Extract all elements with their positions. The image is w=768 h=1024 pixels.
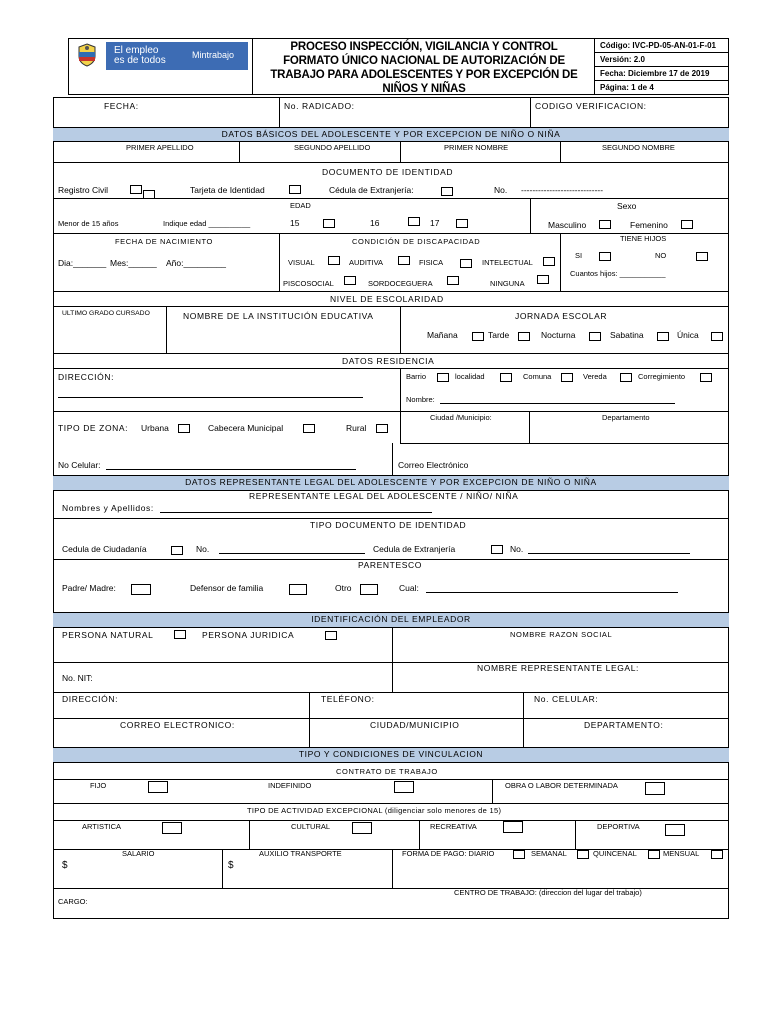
vereda-checkbox[interactable] — [620, 373, 632, 382]
jornada-label: JORNADA ESCOLAR — [515, 311, 608, 321]
cc-label: Cedula de Ciudadanía — [62, 544, 147, 554]
correo-label: Correo Electrónico — [398, 460, 469, 470]
femenino-checkbox[interactable] — [681, 220, 693, 229]
mes-field[interactable]: Mes:______ — [110, 258, 157, 268]
nit-label: No. NIT: — [62, 673, 93, 683]
padre-label: Padre/ Madre: — [62, 583, 116, 593]
ciudad-label: Ciudad /Municipio: — [430, 413, 492, 422]
cc-checkbox[interactable] — [171, 546, 183, 555]
cedula-ext-checkbox[interactable] — [441, 187, 453, 196]
cual-line[interactable] — [426, 592, 678, 593]
persona-juridica-checkbox[interactable] — [325, 631, 337, 640]
otro-checkbox[interactable] — [360, 584, 378, 595]
salario-dollar: $ — [62, 860, 68, 871]
artistica-label: ARTISTICA — [82, 822, 122, 831]
deportiva-checkbox[interactable] — [665, 824, 685, 836]
segundo-nombre-label: SEGUNDO NOMBRE — [602, 143, 675, 152]
codigo: Código: IVC-PD-05-AN-01-F-01 — [600, 41, 717, 50]
registro-civil-label: Registro Civil — [58, 185, 109, 195]
codigo-verificacion-label: CODIGO VERIFICACION: — [535, 101, 647, 111]
nombre-label: Nombre: — [406, 395, 435, 404]
centro-trabajo-label: CENTRO DE TRABAJO: (direccion del lugar del trabajo) — [454, 888, 642, 897]
cuantos-hijos-field[interactable]: Cuantos hijos: ___________ — [570, 269, 666, 278]
hijos-si-checkbox[interactable] — [599, 252, 611, 261]
unica-checkbox[interactable] — [711, 332, 723, 341]
edad-17-checkbox[interactable] — [456, 219, 468, 228]
parentesco-label: PARENTESCO — [358, 560, 422, 570]
emp-celular-label: No. CELULAR: — [534, 694, 599, 704]
nocturna-checkbox[interactable] — [589, 332, 601, 341]
header-divider — [252, 38, 253, 95]
deportiva-label: DEPORTIVA — [597, 822, 640, 831]
ce-label: Cedula de Extranjería — [373, 544, 456, 554]
fijo-label: FIJO — [90, 781, 107, 790]
edad-15-checkbox[interactable] — [323, 219, 335, 228]
rep-subtitle: REPRESENTANTE LEGAL DEL ADOLESCENTE / NIÑO/ NIÑA — [249, 491, 519, 501]
localidad-checkbox[interactable] — [500, 373, 512, 382]
corregimiento-label: Corregimiento — [638, 372, 686, 381]
version: Versión: 2.0 — [600, 55, 645, 64]
tipo-doc-label: TIPO DOCUMENTO DE IDENTIDAD — [310, 520, 467, 530]
ce-checkbox[interactable] — [491, 545, 503, 554]
manana-checkbox[interactable] — [472, 332, 484, 341]
cedula-ext-label: Cédula de Extranjería: — [329, 185, 414, 195]
edad-16-label: 16 — [370, 218, 380, 228]
fecha-label: FECHA: — [104, 101, 139, 111]
comuna-checkbox[interactable] — [561, 373, 573, 382]
sabatina-checkbox[interactable] — [657, 332, 669, 341]
registro-civil-checkbox[interactable] — [130, 185, 142, 194]
razon-social-label: NOMBRE RAZON SOCIAL — [510, 630, 613, 639]
cultural-label: CULTURAL — [291, 822, 331, 831]
emp-direccion-label: DIRECCIÓN: — [62, 694, 119, 704]
emp-ciudad-label: CIUDAD/MUNICIPIO — [370, 720, 460, 730]
mensual-checkbox[interactable] — [711, 850, 723, 859]
ce-no-label: No. — [510, 544, 524, 554]
fisica-checkbox[interactable] — [460, 259, 472, 268]
tarjeta-checkbox[interactable] — [289, 185, 301, 194]
form-frame — [53, 97, 729, 919]
edad-17-label: 17 — [430, 218, 440, 228]
cabecera-checkbox[interactable] — [303, 424, 315, 433]
defensor-checkbox[interactable] — [289, 584, 307, 595]
visual-label: VISUAL — [288, 258, 315, 267]
ultimo-grado-label: ULTIMO GRADO CURSADO — [62, 310, 150, 317]
logo — [74, 42, 250, 70]
cultural-checkbox[interactable] — [352, 822, 372, 834]
primer-nombre-label: PRIMER NOMBRE — [444, 143, 509, 152]
sabatina-label: Sabatina — [610, 330, 644, 340]
telefono-label: TELÉFONO: — [321, 694, 375, 704]
forma-pago-label: FORMA DE PAGO: DIARIO — [402, 849, 495, 858]
ce-no-line[interactable] — [528, 553, 690, 554]
masculino-label: Masculino — [548, 220, 587, 230]
logo-brand: Mintrabajo — [192, 50, 235, 60]
psicosocial-checkbox[interactable] — [344, 276, 356, 285]
auxilio-label: AUXILIO TRANSPORTE — [259, 849, 342, 858]
cargo-label: CARGO: — [58, 897, 88, 906]
auditiva-label: AUDITIVA — [349, 258, 384, 267]
nombre-line[interactable] — [440, 403, 675, 404]
ninguna-label: NINGUNA — [490, 279, 525, 288]
documento-title: DOCUMENTO DE IDENTIDAD — [322, 167, 454, 177]
recreativa-checkbox[interactable] — [503, 821, 523, 833]
persona-natural-label: PERSONA NATURAL — [62, 630, 154, 640]
fijo-checkbox[interactable] — [148, 781, 168, 793]
sordoceguera-checkbox[interactable] — [447, 276, 459, 285]
tarde-checkbox[interactable] — [518, 332, 530, 341]
tarde-label: Tarde — [488, 330, 510, 340]
ninguna-checkbox[interactable] — [537, 275, 549, 284]
indefinido-checkbox[interactable] — [394, 781, 414, 793]
cc-no-line[interactable] — [219, 553, 365, 554]
femenino-label: Femenino — [630, 220, 668, 230]
auditiva-checkbox[interactable] — [398, 256, 410, 265]
logo-text-2: es de todos — [114, 55, 166, 66]
barrio-label: Barrio — [406, 372, 427, 381]
discapacidad-label: CONDICIÓN DE DISCAPACIDAD — [352, 237, 481, 246]
doc-no-field[interactable]: ----------------------------- — [521, 185, 604, 195]
section-residencia: DATOS RESIDENCIA — [342, 356, 435, 366]
radicado-label: No. RADICADO: — [284, 101, 355, 111]
edad-16-checkbox[interactable] — [408, 217, 420, 226]
pagina: Página: 1 de 4 — [600, 83, 654, 92]
menor-15-label: Menor de 15 años — [58, 219, 119, 228]
tarjeta-label: Tarjeta de Identidad — [190, 185, 265, 195]
emp-correo-label: CORREO ELECTRONICO: — [120, 720, 235, 730]
edad-15-label: 15 — [290, 218, 300, 228]
nivel-escolaridad-label: NIVEL DE ESCOLARIDAD — [330, 294, 444, 304]
obra-label: OBRA O LABOR DETERMINADA — [505, 781, 618, 790]
otro-label: Otro — [335, 583, 352, 593]
padre-checkbox[interactable] — [131, 584, 151, 595]
urbana-label: Urbana — [141, 423, 169, 433]
fecha-doc: Fecha: Diciembre 17 de 2019 — [600, 69, 710, 78]
quincenal-checkbox[interactable] — [648, 850, 660, 859]
hijos-no-label: NO — [655, 251, 667, 260]
rural-label: Rural — [346, 423, 367, 433]
obra-checkbox[interactable] — [645, 782, 665, 795]
section-empleador: IDENTIFICACIÓN DEL EMPLEADOR — [53, 612, 729, 628]
comuna-label: Comuna — [523, 372, 552, 381]
rural-checkbox[interactable] — [376, 424, 388, 433]
artistica-checkbox[interactable] — [162, 822, 182, 834]
mensual-label: MENSUAL — [663, 849, 700, 858]
persona-juridica-label: PERSONA JURIDICA — [202, 630, 295, 640]
actividad-label: TIPO DE ACTIVIDAD EXCEPCIONAL (diligenciar solo menores de 15) — [247, 806, 502, 815]
form-title: PROCESO INSPECCIÓN, VIGILANCIA Y CONTROL FORMATO ÚNICO NACIONAL DE AUTORIZACIÓN DE TRABAJO PARA ADOLESCENTES Y POR EXCEPCIÓN DE NIÑOS Y NIÑAS — [270, 41, 578, 95]
defensor-label: Defensor de familia — [190, 583, 264, 593]
sordoceguera-label: SORDOCEGUERA — [368, 279, 433, 288]
cual-label: Cual: — [399, 583, 419, 593]
cabecera-label: Cabecera Municipal — [208, 423, 284, 433]
coat-of-arms-icon — [74, 42, 100, 68]
semanal-checkbox[interactable] — [577, 850, 589, 859]
psicosocial-label: PISCOSOCIAL — [283, 279, 334, 288]
celular-label: No Celular: — [58, 460, 101, 470]
primer-apellido-label: PRIMER APELLIDO — [126, 143, 194, 152]
intelectual-label: INTELECTUAL — [482, 258, 533, 267]
persona-natural-checkbox[interactable] — [174, 630, 186, 639]
semanal-label: SEMANAL — [531, 849, 567, 858]
diario-checkbox[interactable] — [513, 850, 525, 859]
intelectual-checkbox[interactable] — [543, 257, 555, 266]
salario-label: SALARIO — [122, 849, 155, 858]
edad-label: EDAD — [290, 201, 311, 210]
nombres-line[interactable] — [160, 512, 432, 513]
doc-no-label: No. — [494, 185, 508, 195]
section-datos-basicos: DATOS BÁSICOS DEL ADOLESCENTE Y POR EXCEPCION DE NIÑO O NIÑA — [53, 127, 729, 142]
direccion-label: DIRECCIÓN: — [58, 372, 115, 382]
tiene-hijos-label: TIENE HIJOS — [620, 234, 667, 243]
section-representante: DATOS REPRESENTANTE LEGAL DEL ADOLESCENTE Y POR EXCEPCION DE NIÑO O NIÑA — [53, 475, 729, 491]
departamento-label: Departamento — [602, 413, 650, 422]
hijos-no-checkbox[interactable] — [696, 252, 708, 261]
localidad-label: localidad — [455, 372, 485, 381]
anio-field[interactable]: Año:_________ — [166, 258, 227, 268]
vereda-label: Vereda — [583, 372, 607, 381]
nocturna-label: Nocturna — [541, 330, 576, 340]
contrato-label: CONTRATO DE TRABAJO — [336, 767, 438, 776]
celular-line[interactable] — [106, 469, 356, 470]
masculino-checkbox[interactable] — [599, 220, 611, 229]
segundo-apellido-label: SEGUNDO APELLIDO — [294, 143, 371, 152]
corregimiento-checkbox[interactable] — [700, 373, 712, 382]
tipo-zona-label: TIPO DE ZONA: — [58, 423, 129, 433]
unica-label: Única — [677, 330, 699, 340]
rep-legal-label: NOMBRE REPRESENTANTE LEGAL: — [477, 663, 639, 673]
nombres-label: Nombres y Apellidos: — [62, 503, 154, 513]
logo-text-1: El empleo — [114, 45, 159, 56]
cc-no-label: No. — [196, 544, 210, 554]
quincenal-label: QUINCENAL — [593, 849, 637, 858]
recreativa-label: RECREATIVA — [430, 822, 477, 831]
sexo-label: Sexo — [617, 201, 637, 211]
indefinido-label: INDEFINIDO — [268, 781, 312, 790]
hijos-si-label: SI — [575, 251, 583, 260]
auxilio-dollar: $ — [228, 860, 234, 871]
institucion-label: NOMBRE DE LA INSTITUCIÓN EDUCATIVA — [183, 311, 374, 321]
emp-departamento-label: DEPARTAMENTO: — [584, 720, 664, 730]
urbana-checkbox[interactable] — [178, 424, 190, 433]
section-vinculacion: TIPO Y CONDICIONES DE VINCULACION — [53, 747, 729, 763]
dia-field[interactable]: Dia:_______ — [58, 258, 107, 268]
manana-label: Mañana — [427, 330, 458, 340]
indique-edad-field[interactable]: Indique edad __________ — [163, 219, 251, 228]
direccion-line[interactable] — [58, 397, 363, 398]
visual-checkbox[interactable] — [328, 256, 340, 265]
barrio-checkbox[interactable] — [437, 373, 449, 382]
fecha-nacimiento-label: FECHA DE NACIMIENTO — [115, 237, 213, 246]
fisica-label: FISICA — [419, 258, 444, 267]
